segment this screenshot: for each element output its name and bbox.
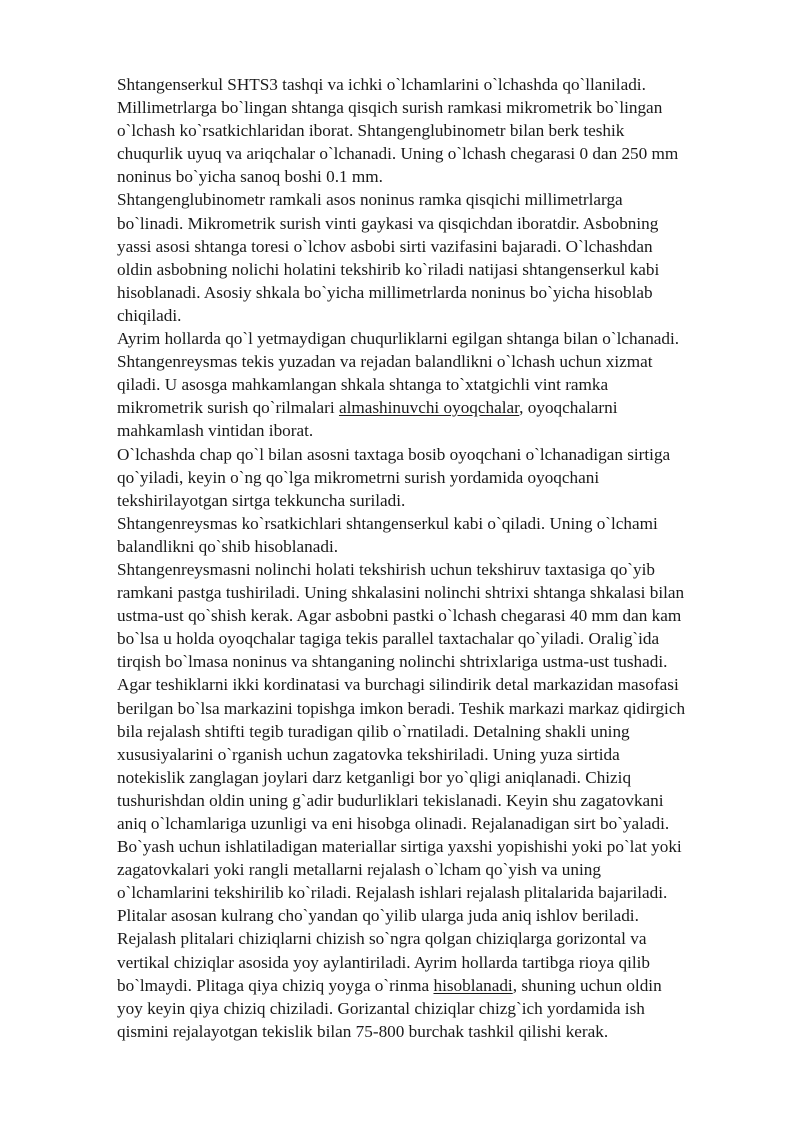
text-line: vertikal chiziqlar asosida yoy aylantiriladi. Ayrim hollarda tartibga rioya qilib [117,952,650,972]
text-line: qismini rejalayotgan tekislik bilan 75-800 burchak tashkil qilishi kerak. [117,1021,609,1041]
text-line: oldin asbobning nolichi holatini tekshirib ko`riladi natijasi shtangenserkul kabi [117,259,660,279]
text-line: noninus bo`yicha sanoq boshi 0.1 mm. [117,167,383,187]
text-line: aniq o`lchamlariga uzunligi va eni hisobga olinadi. Rejalanadigan sirt bo`yaladi. [117,814,670,833]
text-line: Shtangenreysmas tekis yuzadan va rejadan balandlikni o`lchash uchun xizmat [117,352,653,372]
text-segment: mikrometrik surish qo`rilmalari [117,398,339,418]
text-line: xususiyalarini o`rganish uchun zagatovka tekshiriladi. Uning yuza sirtida [117,744,620,764]
document-page [117,73,777,1043]
text-line: Shtangenreysmasni nolinchi holati tekshirish uchun tekshiruv taxtasiga qo`yib [117,559,655,579]
text-line: o`lchash ko`rsatkichlaridan iborat. Shtangenglubinometr bilan berk teshik [117,121,625,141]
text-line: Rejalash plitalari chiziqlarni chizish so`ngra qolgan chiziqlarga gorizontal va [117,929,647,949]
text-line: O`lchashda chap qo`l bilan asosni taxtaga bosib oyoqchani o`lchanadigan sirtiga [117,444,671,464]
text-line: bo`lsa u holda oyoqchalar tagiga tekis parallel taxtachalar qo`yiladi. Oralig`ida [117,629,660,649]
text-segment: bo`lmaydi. Plitaga qiya chiziq yoyga o`rinma [117,975,434,995]
text-line: bo`linadi. Mikrometrik surish vinti gaykasi va qisqichdan iboratdir. Asbobning [117,213,659,233]
text-line [117,974,777,997]
text-line: Shtangenserkul SHTS3 tashqi va ichki o`lchamlarini o`lchashda qo`llaniladi. [117,75,646,94]
text-line: ramkani pastga tushiriladi. Uning shkalasini nolinchi shtrixi shtanga shkalasi bilan [117,583,685,603]
text-line: tekshirilayotgan sirtga tekkuncha suriladi. [117,490,406,510]
text-line: mahkamlash vintidan iborat. [117,421,314,441]
text-line: tushurishdan oldin uning g`adir budurliklari tekislanadi. Keyin shu zagatovkani [117,790,664,810]
text-line: zagatovkalari yoki rangli metallarni rejalash o`lcham qo`yish va uning [117,860,601,880]
text-line: Bo`yash uchun ishlatiladigan materiallar sirtiga yaxshi yopishishi yoki po`lat yoki [117,837,682,857]
underlined-term: almashinuvchi oyoqchalar [338,398,520,418]
text-segment: , shuning uchun oldin [512,975,662,995]
text-line: qiladi. U asosga mahkamlangan shkala shtanga to`xtatgichli vint ramka [117,375,609,395]
text-line: qo`yiladi, keyin o`ng qo`lga mikrometrni surish yordamida oyoqchani [117,467,600,487]
text-line: Agar teshiklarni ikki kordinatasi va burchagi silindirik detal markazidan masofasi [117,675,679,695]
text-line: notekislik zanglagan joylari darz ketganligi bor yo`qligi aniqlanadi. Chiziq [117,767,632,787]
text-line: Shtangenreysmas ko`rsatkichlari shtangenserkul kabi o`qiladi. Uning o`lchami [117,513,658,533]
text-line: balandlikni qo`shib hisoblanadi. [117,536,339,556]
text-line: Plitalar asosan kulrang cho`yandan qo`yilib ularga juda aniq ishlov beriladi. [117,906,639,926]
text-segment: , oyoqchalarni [519,398,618,418]
text-line: berilgan bo`lsa markazini topishga imkon beradi. Teshik markazi markaz qidirgich [117,698,686,718]
text-line: Ayrim hollarda qo`l yetmaydigan chuqurliklarni egilgan shtanga bilan o`lchanadi. [117,329,680,349]
underlined-term: hisoblanadi [433,975,513,995]
text-line: chuqurlik uyuq va ariqchalar o`lchanadi. Uning o`lchash chegarasi 0 dan 250 mm [117,144,679,164]
text-line: bila rejalash shtifti tegib turadigan qilib o`rnatiladi. Detalning shakli uning [117,721,630,741]
text-line: o`lchamlarini tekshirilib ko`riladi. Rejalash ishlari rejalash plitalarida bajariladi. [117,883,668,903]
text-line: hisoblanadi. Asosiy shkala bo`yicha millimetrlarda noninus bo`yicha hisoblab [117,282,653,302]
text-line: Millimetrlarga bo`lingan shtanga qisqich surish ramkasi mikrometrik bo`lingan [117,98,663,118]
text-line: tirqish bo`lmasa noninus va shtanganing nolinchi shtrixlariga ustma-ust tushadi. [117,652,668,672]
text-line: ustma-ust qo`shish kerak. Agar asbobni pastki o`lchash chegarasi 40 mm dan kam [117,606,682,626]
text-line: chiqiladi. [117,305,182,325]
text-line: yoy keyin qiya chiziq chiziladi. Gorizantal chiziqlar chizg`ich yordamida ish [117,998,645,1018]
text-line: Shtangenglubinometr ramkali asos noninus ramka qisqichi millimetrlarga [117,190,623,210]
text-line: yassi asosi shtanga toresi o`lchov asbobi sirti vazifasini bajaradi. O`lchashdan [117,236,653,256]
text-line [117,396,777,419]
